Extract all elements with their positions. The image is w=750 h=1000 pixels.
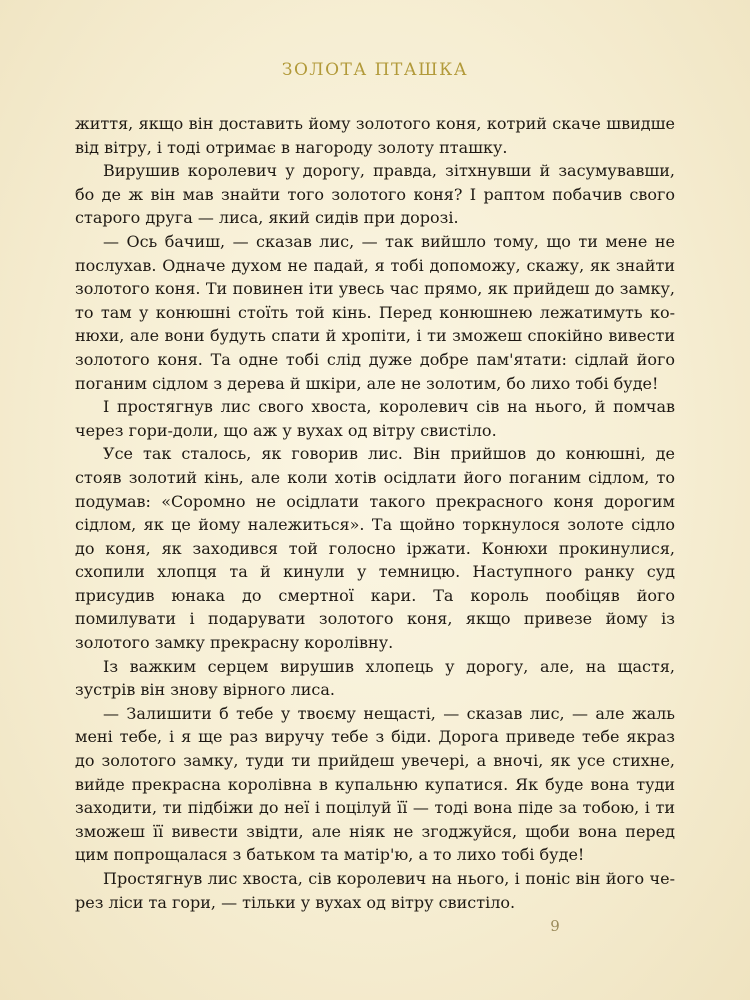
paragraph-3: — Ось бачиш, — сказав лис, — так вийшло тому, що ти мене не послухав. Одначе духом не падай, я тобі допоможу, скажу, як знайти золотого коня. Ти повинен іти увесь час прямо, як прийдеш до замку, то там у конюшні стоїть той кінь. Перед конюшнею лежатимуть конюхи, але вони будуть спати й хропіти, і ти зможеш спокійно вивести золотого коня. Та одне тобі слід дуже добре пам'ятати: сідлай його поганим сідлом з дерева й шкіри, але не золотим, бо лихо тобі буде! bbox=[75, 231, 675, 393]
page-number: 9 bbox=[550, 917, 560, 935]
paragraph-2: Вирушив королевич у дорогу, правда, зітхнувши й засумувавши, бо де ж він мав знайти того золотого коня? І раптом побачив свого старого друга — лиса, який сидів при дорозі. bbox=[75, 161, 675, 228]
paragraph-7: — Залишити б тебе у твоєму нещасті, — сказав лис, — але жаль мені тебе, і я ще раз виручу тебе з біди. Дорога приведе тебе якраз до золотого замку, туди ти прийдеш увечері, а вночі, як усе стихне, вийде прекрасна королівна в купальню купатися. Як буде вона туди заходити, ти підбіжи до неї і поцілуй її — тоді вона піде за тобою, і ти зможеш її вивести звідти, але ніяк не згоджуйся, щоби вона перед цим попрощалася з батьком та матір'ю, а то лихо тобі буде! bbox=[75, 703, 675, 865]
paragraph-4: І простягнув лис свого хвоста, королевич сів на нього, й помчав через гори-доли, що аж у вухах од вітру свистіло. bbox=[75, 397, 675, 440]
paragraph-1: життя, якщо він доставить йому золотого коня, котрий скаче швидше від вітру, і тоді отримає в нагороду золоту пташку. bbox=[75, 114, 675, 157]
paragraph-6: Із важким серцем вирушив хлопець у дорогу, але, на щастя, зустрів він знову вірного лиса. bbox=[75, 656, 675, 700]
paragraph-8: Простягнув лис хвоста, сів королевич на нього, і поніс він його через ліси та гори, — тільки у вухах од вітру свистіло. bbox=[75, 869, 675, 912]
body-text bbox=[75, 112, 675, 914]
running-title: ЗОЛОТА ПТАШКА bbox=[281, 60, 469, 80]
paragraph-5: Усе так сталось, як говорив лис. Він прийшов до конюшні, де стояв золотий кінь, але коли хотів осідлати його поганим сідлом, то подумав: «Соромно не осідлати такого прекрасного коня дорогим сідлом, як це йому належиться». Та щойно торкнулося золоте сідло до коня, як заходився той голосно іржати. Конюхи прокинулися, схопили хлопця та й кинули у темницю. Наступного ранку суд присудив юнака до смертної кари. Та король пообіцяв його помилувати і подарувати золотого коня, якщо привезе йому із золотого замку прекрасну королівну. bbox=[75, 444, 675, 653]
